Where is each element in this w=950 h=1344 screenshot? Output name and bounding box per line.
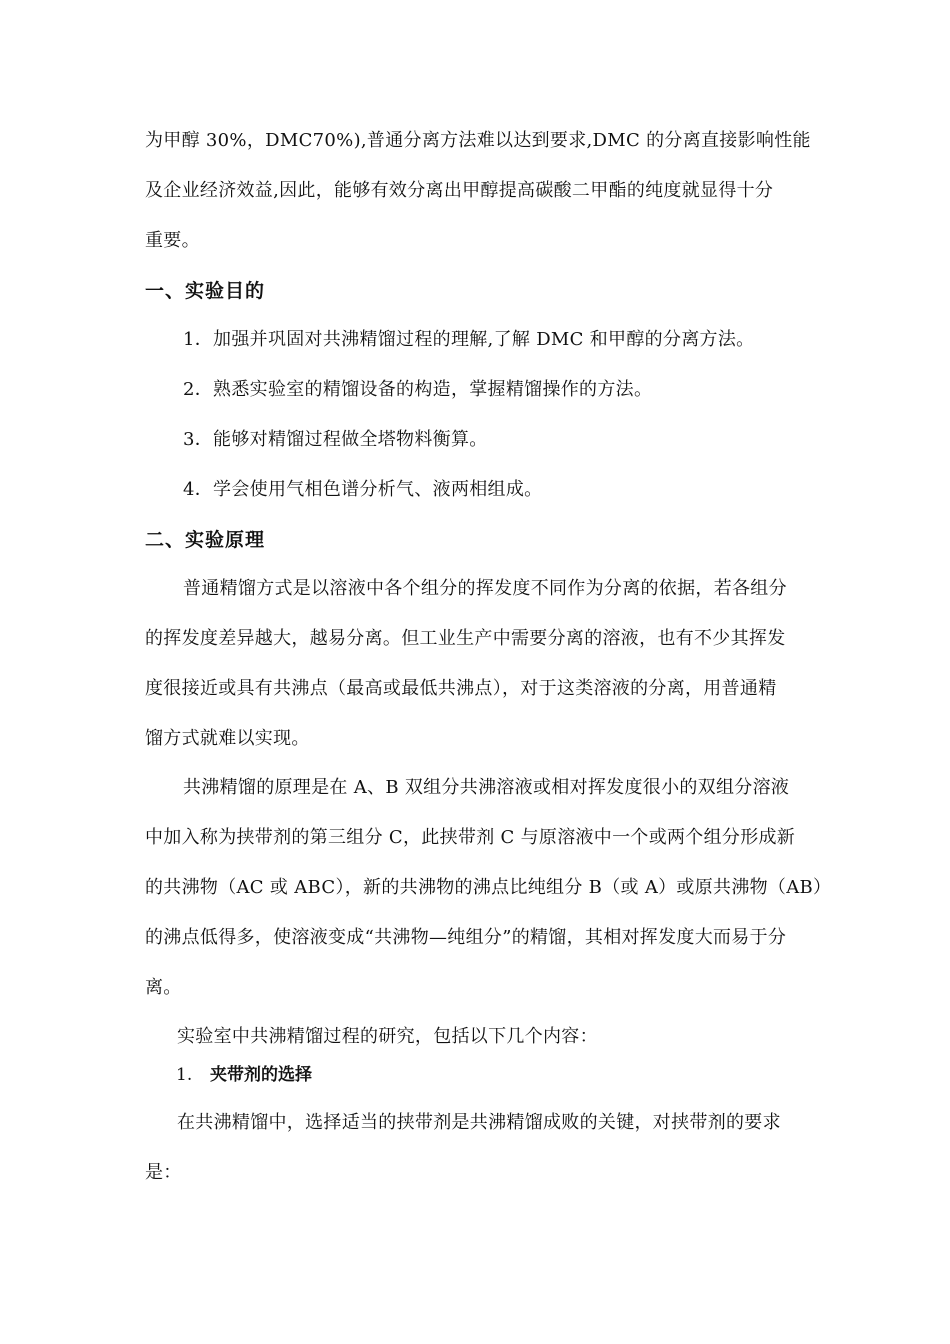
principle-para-2-line-4: 的沸点低得多，使溶液变成“共沸物—纯组分”的精馏，其相对挥发度大而易于分 [145, 927, 787, 948]
section-1-heading: 一、实验目的 [145, 280, 266, 302]
principle-para-1-line-1: 普通精馏方式是以溶液中各个组分的挥发度不同作为分离的依据，若各组分 [183, 578, 787, 599]
objective-item-3: 3．能够对精馏过程做全塔物料衡算。 [183, 429, 488, 450]
intro-line-3: 重要。 [145, 230, 200, 251]
principle-para-1-line-4: 馏方式就难以实现。 [145, 728, 310, 749]
subheading-entrainer-selection [176, 1063, 312, 1087]
principle-para-4-line-1: 在共沸精馏中，选择适当的挟带剂是共沸精馏成败的关键，对挟带剂的要求 [177, 1112, 781, 1133]
principle-para-1-line-2: 的挥发度差异越大，越易分离。但工业生产中需要分离的溶液，也有不少其挥发 [145, 628, 786, 649]
objective-item-1: 1．加强并巩固对共沸精馏过程的理解,了解 DMC 和甲醇的分离方法。 [183, 329, 755, 350]
principle-para-2-line-1: 共沸精馏的原理是在 A、B 双组分共沸溶液或相对挥发度很小的双组分溶液 [183, 777, 790, 798]
principle-para-2-line-5: 离。 [145, 977, 182, 998]
principle-para-2-line-3: 的共沸物（AC 或 ABC），新的共沸物的沸点比纯组分 B（或 A）或原共沸物（AB） [145, 877, 832, 898]
objective-item-2: 2．熟悉实验室的精馏设备的构造，掌握精馏操作的方法。 [183, 379, 653, 400]
principle-para-1-line-3: 度很接近或具有共沸点（最高或最低共沸点），对于这类溶液的分离，用普通精 [145, 678, 777, 699]
principle-para-3: 实验室中共沸精馏过程的研究，包括以下几个内容： [177, 1026, 598, 1047]
intro-line-2: 及企业经济效益,因此，能够有效分离出甲醇提高碳酸二甲酯的纯度就显得十分 [145, 180, 774, 201]
subheading-number: 1. [176, 1065, 193, 1085]
principle-para-4-line-2: 是： [145, 1162, 182, 1183]
principle-para-2-line-2: 中加入称为挟带剂的第三组分 C，此挟带剂 C 与原溶液中一个或两个组分形成新 [145, 827, 796, 848]
subheading-title: 夹带剂的选择 [210, 1065, 312, 1085]
objective-item-4: 4．学会使用气相色谱分析气、液两相组成。 [183, 479, 543, 500]
section-2-heading: 二、实验原理 [145, 529, 266, 551]
intro-line-1: 为甲醇 30%，DMC70%),普通分离方法难以达到要求,DMC 的分离直接影响性能 [145, 130, 811, 151]
